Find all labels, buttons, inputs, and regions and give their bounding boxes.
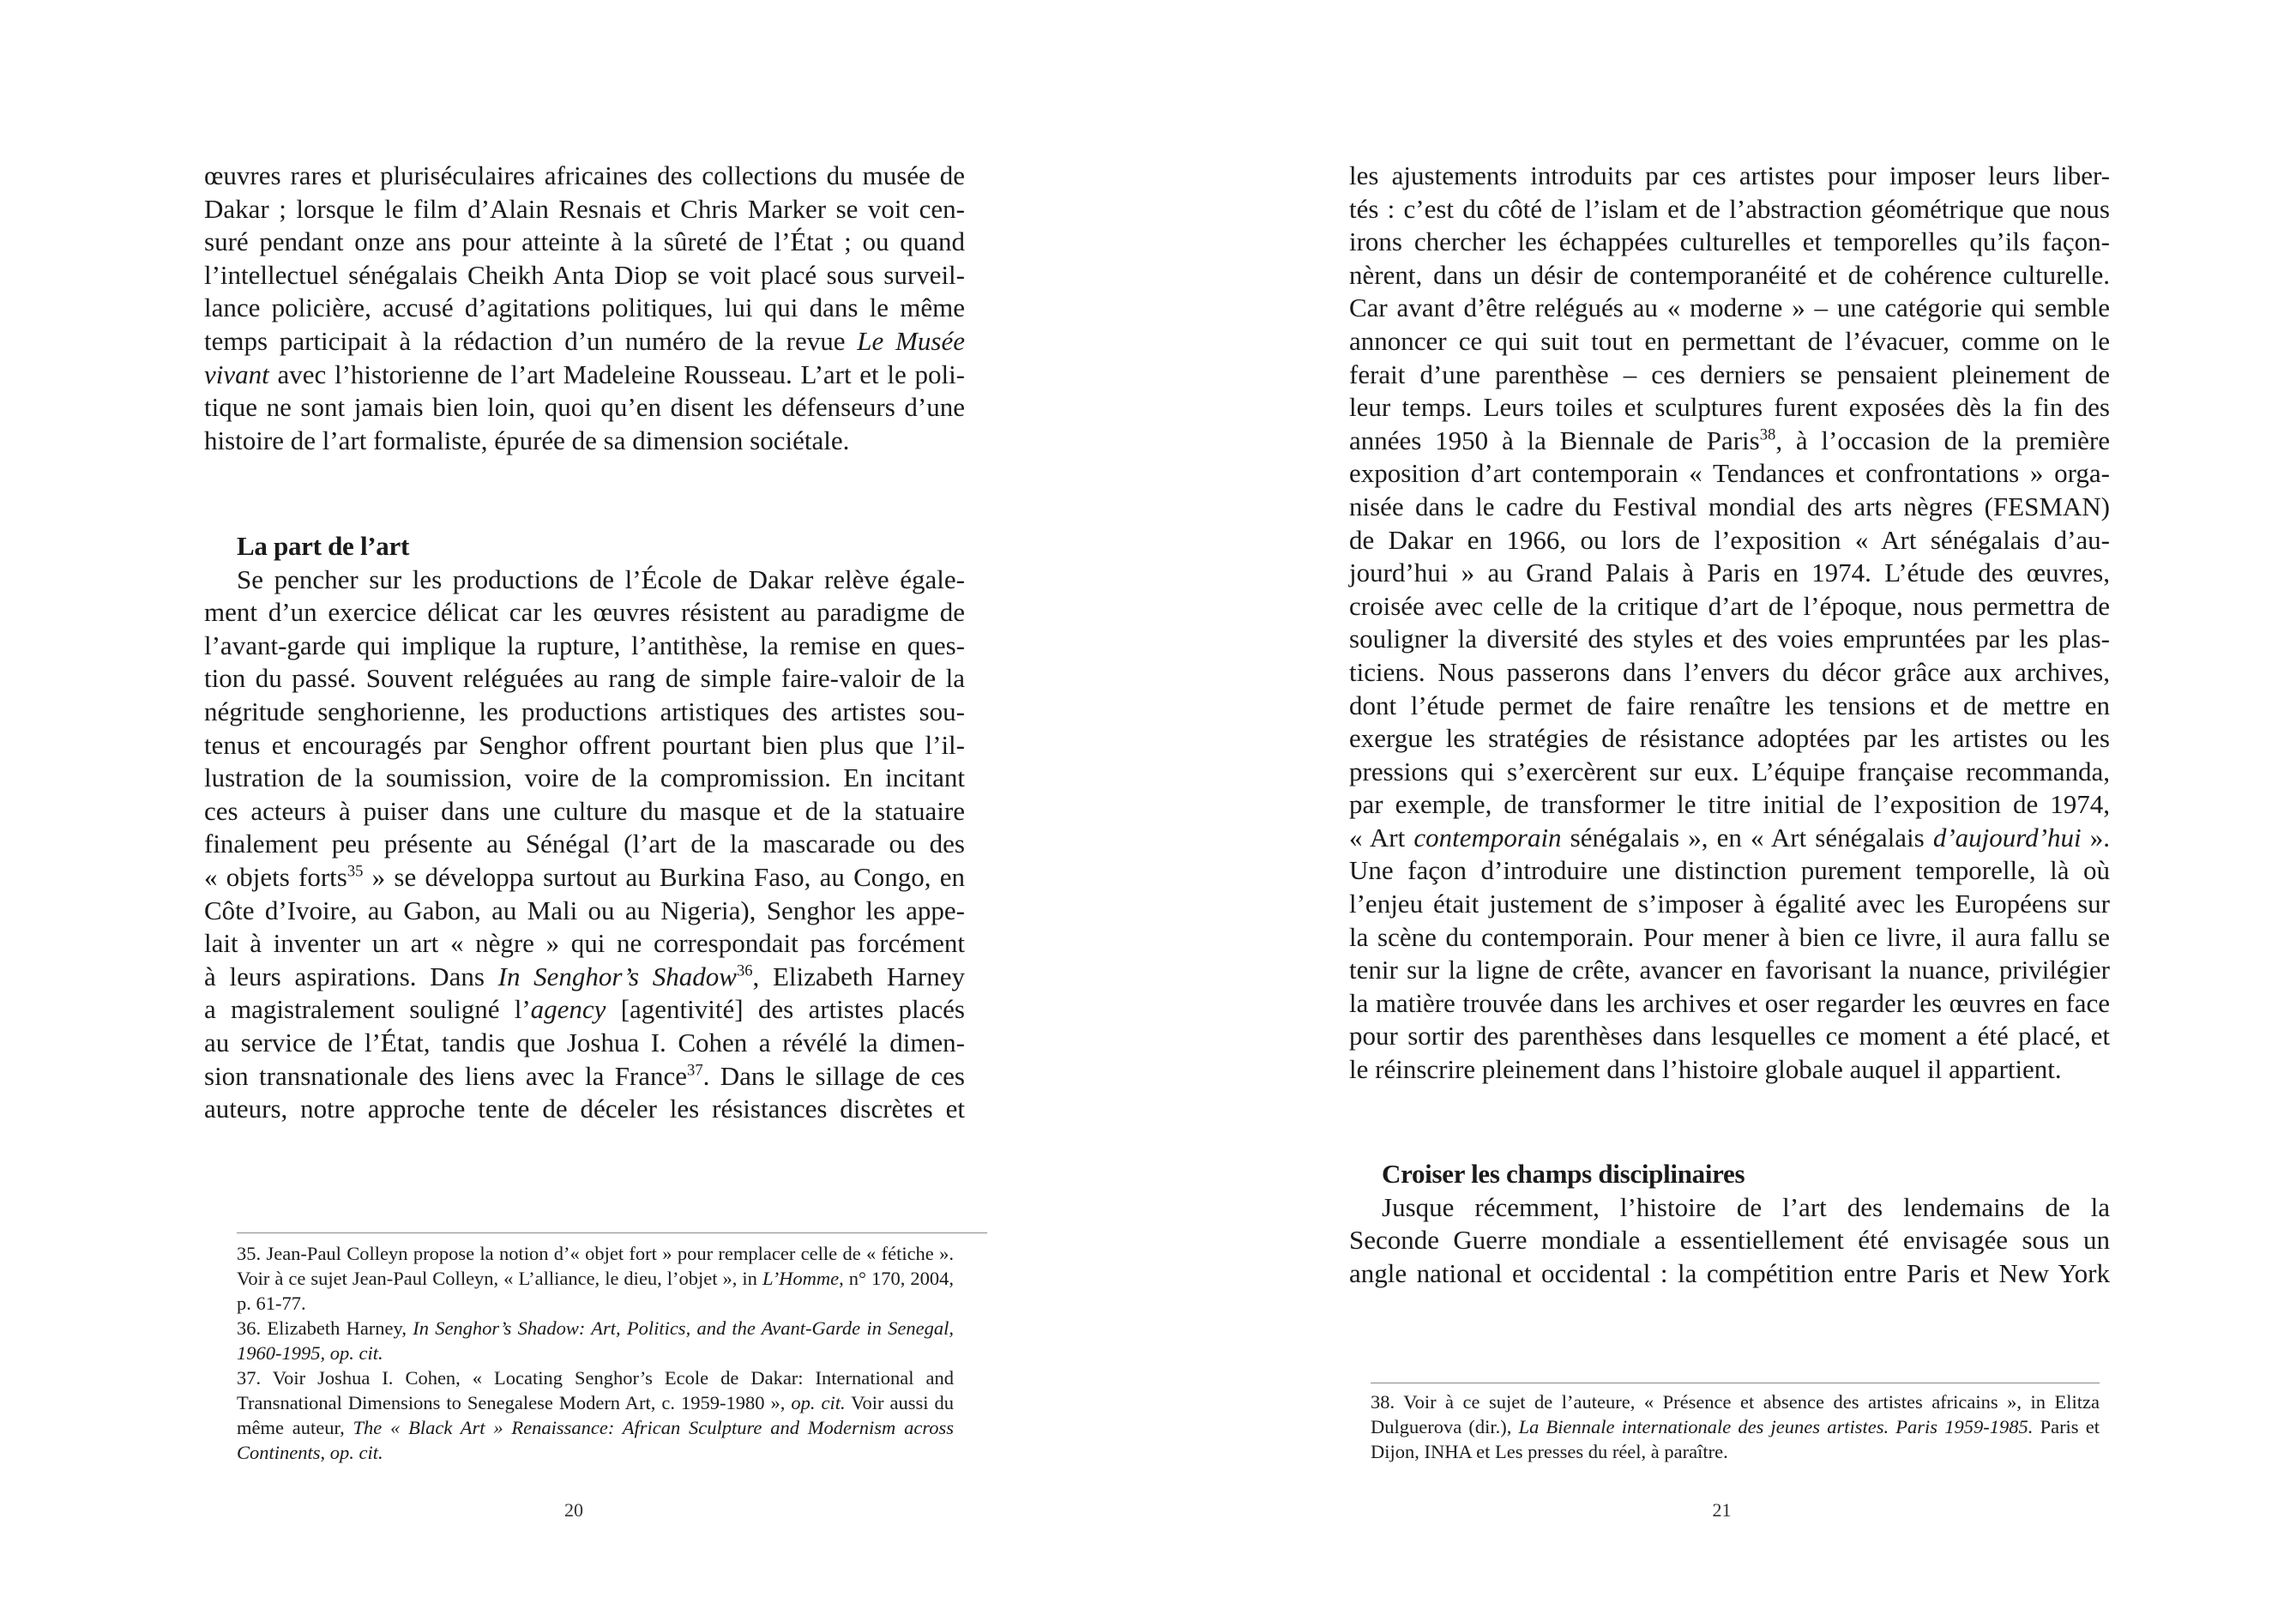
text-line: l’avant-garde qui implique la rupture, l’antithèse, la remise en ques- (204, 630, 965, 660)
text-line: pour sortir des parenthèses dans lesquelles ce moment a été placé, et (1349, 1021, 2110, 1052)
text-line: tés : c’est du côté de l’islam et de l’abstraction géométrique que nous (1349, 193, 2110, 224)
text-line: Car avant d’être relégués au « moderne » – une catégorie qui semble (1349, 292, 2110, 323)
right-section (1349, 1158, 2110, 1290)
footnote-36: 36. Elizabeth Harney, In Senghor’s Shadow: Art, Politics, and the Avant-Garde in Senegal, 1960-1995, op. cit. (237, 1317, 954, 1364)
text-line: finalement peu présente au Sénégal (l’art de la mascarade ou des (204, 829, 965, 859)
text-line: ticiens. Nous passerons dans l’envers du décor grâce aux archives, (1349, 656, 2110, 687)
text-line: lait à inventer un art « nègre » qui ne correspondait pas forcément (204, 928, 965, 959)
left-footnotes (237, 1241, 954, 1465)
book-title-italic: In Senghor’s Shadow (497, 961, 737, 991)
section-heading: La part de l’art (237, 531, 409, 561)
text-line: souligner la diversité des styles et des voies empruntées par les plas- (1349, 624, 2110, 654)
left-opening-paragraph (204, 160, 965, 457)
text-line: Une façon d’introduire une distinction purement temporelle, là où (1349, 855, 2110, 886)
text-line: lustration de la soumission, voire de la compromission. En incitant (204, 762, 965, 793)
right-opening-paragraph (1349, 160, 2110, 1087)
footnote-37: 37. Voir Joshua I. Cohen, « Locating Senghor’s Ecole de Dakar: International and Transnational Dimensions to Senegalese Modern Art, c. 1959-1980 », op. cit. Voir aussi du même auteur, The « Black Art » Renaissance: African Sculpture and Modernism across Continents, op. cit. (237, 1367, 954, 1463)
text-line: tique ne sont jamais bien loin, quoi qu’en disent les défenseurs d’une (204, 392, 965, 423)
text-line: exposition d’art contemporain « Tendances et confrontations » orga- (1349, 458, 2110, 489)
text-line: ces acteurs à puiser dans une culture du masque et de la statuaire (204, 795, 965, 826)
text-line: de Dakar en 1966, ou lors de l’exposition « Art sénégalais d’au- (1349, 524, 2110, 555)
text-line: négritude senghorienne, les productions artistiques des artistes sou- (204, 696, 965, 726)
text-line: à leurs aspirations. Dans In Senghor’s Shadow$^{36}$, Elizabeth Harney (204, 961, 965, 991)
text-line: angle national et occidental : la compétition entre Paris et New York (1349, 1257, 2110, 1288)
right-footnotes (1371, 1389, 2100, 1464)
section-heading: Croiser les champs disciplinaires (1382, 1159, 1745, 1189)
text-line: « objets forts$^{35}$ » se développa surtout au Burkina Faso, au Congo, en (204, 861, 965, 892)
text-line: tion du passé. Souvent reléguées au rang de simple faire-valoir de la (204, 663, 965, 694)
text-line: au service de l’État, tandis que Joshua I. Cohen a révélé la dimen- (204, 1027, 965, 1058)
text-line: tenir sur la ligne de crête, avancer en favorisant la nuance, privilégier (1349, 955, 2110, 985)
journal-title-italic: Le Musée (857, 325, 965, 356)
text-line: histoire de l’art formaliste, épurée de sa dimension sociétale. (204, 425, 850, 455)
text-line: Se pencher sur les productions de l’École de Dakar relève égale- (237, 563, 965, 594)
text-line: les ajustements introduits par ces artistes pour imposer leurs liber- (1349, 160, 2110, 190)
text-line: Seconde Guerre mondiale a essentiellement été envisagée sous un (1349, 1225, 2110, 1256)
left-section (204, 530, 965, 1126)
text-line: Jusque récemment, l’histoire de l’art des lendemains de la (1382, 1191, 2110, 1222)
footnote-ref-37: 37 (687, 1061, 703, 1080)
term-italic: agency (530, 994, 606, 1025)
footnote-35: 35. Jean-Paul Colleyn propose la notion d’« objet fort » pour remplacer celle de « fétiche ». Voir à ce sujet Jean-Paul Colleyn, « L’alliance, le dieu, l’objet », in L’Homme, n° 170, 2004, p. 61-77. (237, 1243, 954, 1314)
text-line: la scène du contemporain. Pour mener à bien ce livre, il aura fallu se (1349, 921, 2110, 952)
text-line: nisée dans le cadre du Festival mondial des arts nègres (FESMAN) (1349, 491, 2110, 521)
text-line: suré pendant onze ans pour atteinte à la sûreté de l’État ; ou quand (204, 226, 965, 257)
footnote-38: 38. Voir à ce sujet de l’auteure, « Présence et absence des artistes africains », in Elitza Dulguerova (dir.), La Biennale internationale des jeunes artistes. Paris 1959-1985. Paris et Dijon, INHA et Les presses du réel, à paraître. (1371, 1391, 2100, 1462)
text-line: vivant avec l’historienne de l’art Madeleine Rousseau. L’art et le poli- (204, 359, 966, 389)
footnote-ref-38: 38 (1759, 425, 1776, 444)
journal-title-italic: vivant (204, 359, 269, 389)
page-number: 21 (1712, 1499, 1732, 1521)
text-line: l’intellectuel sénégalais Cheikh Anta Diop se voit placé sous surveil- (204, 259, 965, 290)
text-line: lance policière, accusé d’agitations politiques, lui qui dans le même (204, 292, 965, 323)
text-line: a magistralement souligné l’agency [agentivité] des artistes placés (204, 994, 965, 1025)
footnote-ref-35: 35 (347, 862, 364, 881)
text-line: l’enjeu était justement de s’imposer à égalité avec les Européens sur (1349, 889, 2110, 919)
text-line: œuvres rares et pluriséculaires africaines des collections du musée de (204, 160, 965, 190)
section-paragraph (204, 563, 965, 1126)
text-line: la matière trouvée dans les archives et oser regarder les œuvres en face (1349, 987, 2110, 1018)
text-line: croisée avec celle de la critique d’art de l’époque, nous permettra de (1349, 590, 2110, 621)
text-line: leur temps. Leurs toiles et sculptures furent exposées dès la fin des (1349, 392, 2110, 423)
text-line: temps participait à la rédaction d’un numéro de la revue Le Musée (204, 325, 965, 356)
text-line: ferait d’une parenthèse – ces derniers se pensaient pleinement de (1349, 359, 2110, 389)
text-line: annoncer ce qui suit tout en permettant de l’évacuer, comme on le (1349, 325, 2110, 356)
footnote-ref-36: 36 (736, 961, 753, 980)
right-page (1148, 0, 2296, 1621)
text-line: exergue les stratégies de résistance adoptées par les artistes ou les (1349, 723, 2110, 754)
footnote-divider (237, 1232, 987, 1233)
text-line: auteurs, notre approche tente de déceler les résistances discrètes et (204, 1094, 965, 1124)
text-line: irons chercher les échappées culturelles et temporelles qu’ils façon- (1349, 226, 2110, 257)
text-line: Côte d’Ivoire, au Gabon, au Mali ou au Nigeria), Senghor les appe- (204, 895, 965, 925)
text-line: Dakar ; lorsque le film d’Alain Resnais et Chris Marker se voit cen- (204, 193, 965, 224)
text-line: par exemple, de transformer le titre initial de l’exposition de 1974, (1349, 789, 2110, 820)
text-line: dont l’étude permet de faire renaître les tensions et de mettre en (1349, 690, 2110, 720)
text-line: le réinscrire pleinement dans l’histoire globale auquel il appartient. (1349, 1054, 2062, 1085)
text-line: sion transnationale des liens avec la France$^{37}$. Dans le sillage de ces (204, 1060, 965, 1091)
section-paragraph (1349, 1191, 2110, 1291)
page-number: 20 (564, 1499, 583, 1521)
text-line: ment d’un exercice délicat car les œuvres résistent au paradigme de (204, 597, 965, 628)
text-line: « Art contemporain sénégalais », en « Art sénégalais d’aujourd’hui ». (1349, 822, 2110, 853)
text-line: jourd’hui » au Grand Palais à Paris en 1974. L’étude des œuvres, (1349, 557, 2110, 588)
text-line: pressions qui s’exercèrent sur eux. L’équipe française recommanda, (1349, 756, 2110, 786)
text-line: tenus et encouragés par Senghor offrent pourtant bien plus que l’il- (204, 729, 965, 760)
text-line: nèrent, dans un désir de contemporanéité et de cohérence culturelle. (1349, 259, 2110, 290)
text-line: années 1950 à la Biennale de Paris$^{38}$, à l’occasion de la première (1349, 425, 2110, 455)
